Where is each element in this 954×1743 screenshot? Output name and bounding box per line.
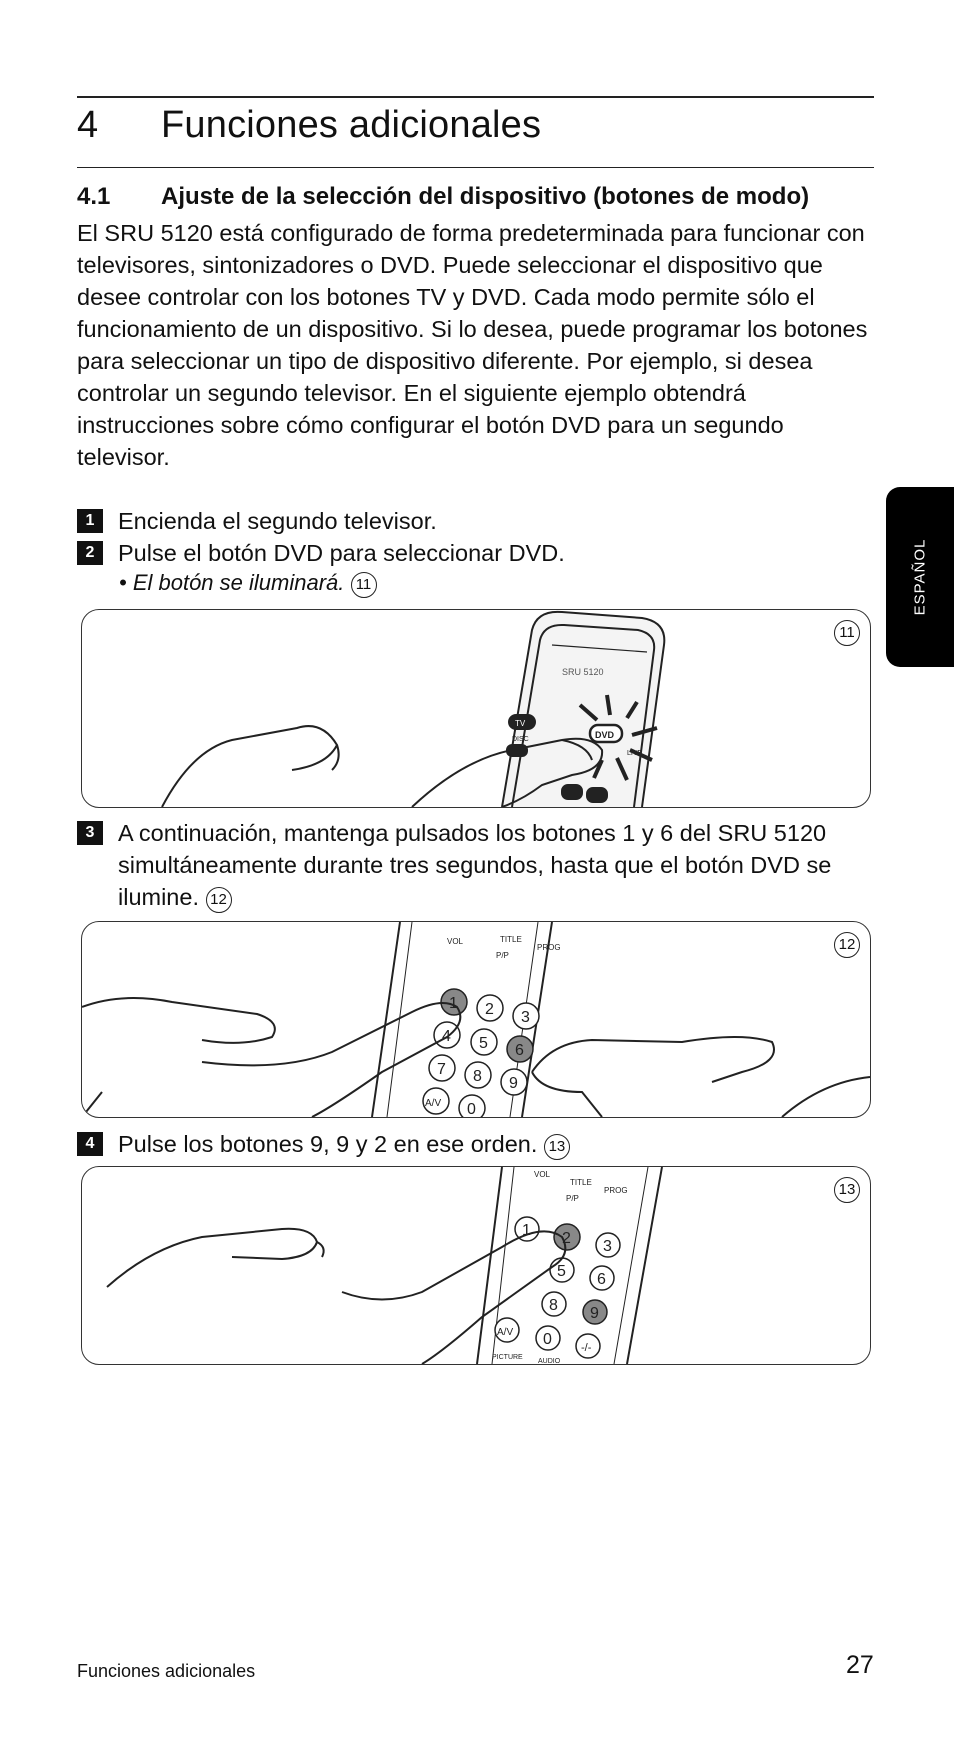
section-title: Ajuste de la selección del dispositivo (botones de modo) [161, 183, 810, 210]
svg-text:-/-: -/- [581, 1342, 592, 1354]
svg-text:3: 3 [603, 1238, 612, 1255]
figure-12 [81, 921, 871, 1118]
svg-text:5: 5 [557, 1263, 566, 1280]
figure-reference: 12 [206, 887, 232, 913]
figure-reference: 11 [351, 572, 377, 598]
note-text: • El botón se iluminará. [119, 570, 345, 595]
figure-label: 11 [834, 620, 860, 646]
svg-text:9: 9 [590, 1305, 599, 1322]
svg-text:8: 8 [549, 1297, 558, 1314]
svg-text:TITLE: TITLE [500, 935, 522, 944]
svg-text:3: 3 [521, 1009, 530, 1026]
figure-label: 13 [834, 1177, 860, 1203]
svg-text:1: 1 [522, 1222, 531, 1239]
step-badge: 3 [77, 821, 103, 845]
live-label: LIVE [627, 750, 643, 757]
svg-text:1: 1 [449, 995, 458, 1012]
svg-text:A/V: A/V [425, 1098, 442, 1109]
tv-button-label: TV [515, 719, 526, 728]
step-badge: 2 [77, 541, 103, 565]
svg-text:A/V: A/V [497, 1327, 514, 1338]
svg-text:PICTURE: PICTURE [492, 1354, 523, 1361]
chapter-number: 4 [77, 104, 99, 146]
disc-label: DISC [512, 736, 529, 743]
step-text [118, 817, 878, 913]
svg-text:7: 7 [437, 1061, 446, 1078]
step-badge: 4 [77, 1132, 103, 1156]
svg-text:P/P: P/P [496, 951, 509, 960]
step-3 [77, 817, 878, 913]
step-text: Pulse los botones 9, 9 y 2 en ese orden. [118, 1131, 538, 1157]
section-number: 4.1 [77, 183, 111, 210]
figure-13 [81, 1166, 871, 1365]
svg-text:VOL: VOL [534, 1170, 551, 1179]
language-tab-label: ESPAÑOL [911, 538, 929, 616]
chapter-heading [77, 104, 541, 147]
language-tab [886, 487, 954, 667]
svg-text:P/P: P/P [566, 1194, 579, 1203]
svg-text:2: 2 [562, 1230, 571, 1247]
svg-text:PROG: PROG [537, 943, 561, 952]
svg-text:8: 8 [473, 1068, 482, 1085]
remote-model-label: SRU 5120 [562, 667, 604, 677]
step-badge: 1 [77, 509, 103, 533]
svg-text:PROG: PROG [604, 1186, 628, 1195]
svg-text:4: 4 [442, 1028, 451, 1045]
footer-section-name: Funciones adicionales [77, 1661, 256, 1681]
section-heading [77, 183, 809, 211]
figure-reference: 13 [544, 1134, 570, 1160]
intro-paragraph: El SRU 5120 está configurado de forma predeterminada para funcionar con televisores, sintonizadores o DVD. Puede seleccionar el dispositivo que desee controlar con los botones TV y DVD. Cada modo permite sólo el funcionamiento de un dispositivo. Si lo desea, puede programar los botones para seleccionar un tipo de dispositivo diferente. Por ejemplo, si desea controlar un segundo televisor. En el siguiente ejemplo obtendrá instrucciones sobre cómo configurar el botón DVD para un segundo televisor. [77, 220, 868, 470]
dvd-button-label: DVD [595, 730, 615, 740]
svg-text:0: 0 [467, 1101, 476, 1117]
step-1 [77, 505, 878, 537]
step-4 [77, 1128, 570, 1160]
svg-text:6: 6 [515, 1042, 524, 1059]
step-2 [77, 537, 878, 569]
figure-label: 12 [834, 932, 860, 958]
svg-text:0: 0 [543, 1331, 552, 1348]
top-rule [77, 96, 874, 98]
svg-text:TITLE: TITLE [570, 1178, 592, 1187]
svg-text:5: 5 [479, 1035, 488, 1052]
svg-text:6: 6 [597, 1271, 606, 1288]
step-2-note [119, 570, 377, 598]
remote-dvd-illustration [82, 610, 870, 807]
svg-text:9: 9 [509, 1075, 518, 1092]
chapter-rule [77, 167, 874, 168]
svg-text:AUDIO: AUDIO [538, 1358, 561, 1364]
step-text: Pulse el botón DVD para seleccionar DVD. [118, 540, 565, 566]
svg-text:2: 2 [485, 1001, 494, 1018]
chapter-title: Funciones adicionales [161, 104, 542, 146]
page-number: 27 [846, 1651, 874, 1679]
svg-text:VOL: VOL [447, 937, 464, 946]
step-text: Encienda el segundo televisor. [118, 508, 437, 534]
figure-11 [81, 609, 871, 808]
remote-keypad-13-illustration [82, 1167, 870, 1364]
remote-keypad-16-illustration [82, 922, 870, 1117]
step-text-body: A continuación, mantenga pulsados los botones 1 y 6 del SRU 5120 simultáneamente durante tres segundos, hasta que el botón DVD se ilumine. [118, 820, 832, 910]
